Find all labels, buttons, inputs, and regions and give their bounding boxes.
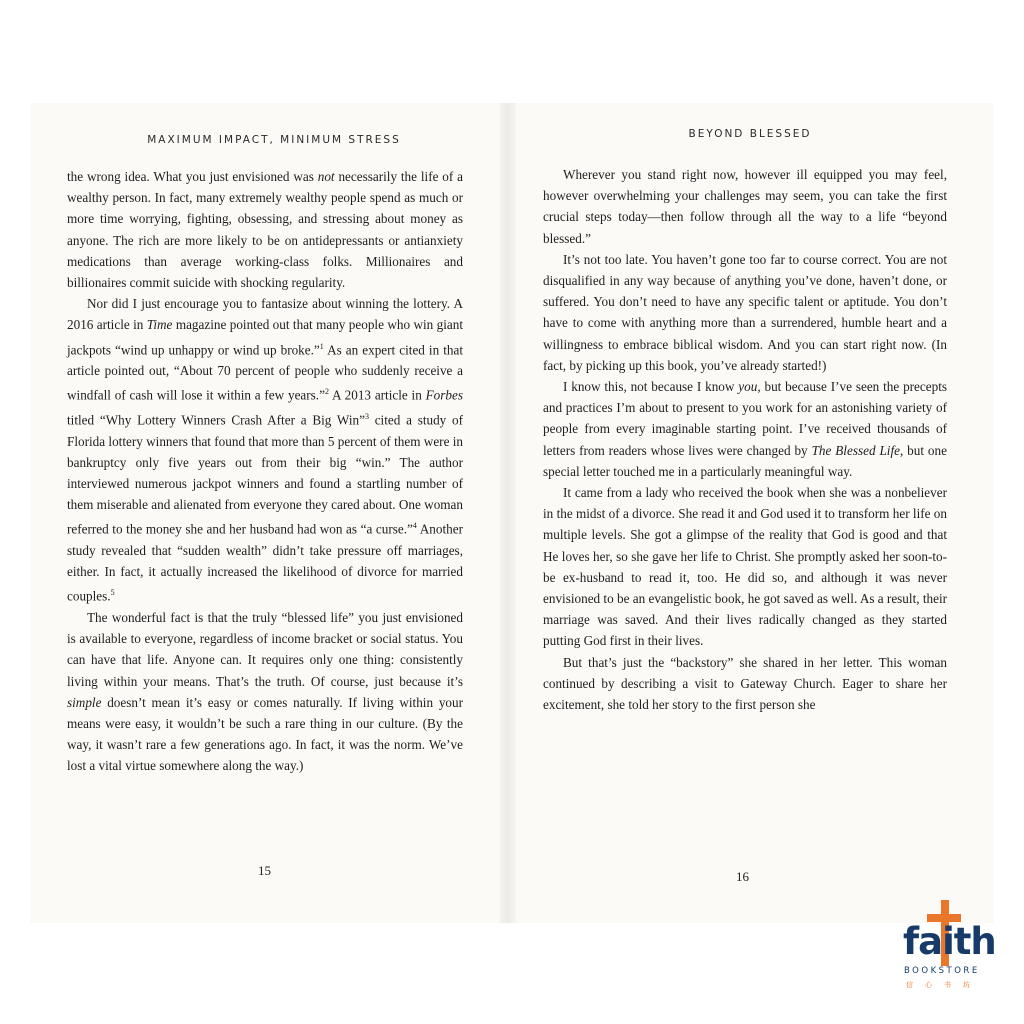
footnote-ref: 3: [364, 412, 369, 422]
text-run: Another study revealed that “sudden wealth” didn’t take pressure off marriages, either. In fact, it actually increased the likelihood of divorce for married couples.: [67, 521, 463, 604]
logo-chinese-text: 信心书坊: [906, 981, 982, 989]
book-gutter: [500, 103, 516, 923]
paragraph: [543, 652, 947, 716]
page-number-right: 16: [736, 869, 749, 884]
right-page: [543, 128, 947, 715]
text-run: A 2013 article in: [328, 387, 426, 403]
text-run: But that’s just the “backstory” she shared in her letter. This woman continued by describing a visit to Gateway Church. Eager to share her excitement, she told her story to the first person she: [543, 654, 947, 713]
text-run: Nor did I just encourage you to fantasize about winning the lottery. A 2016 article in: [67, 296, 463, 333]
running-head-right: BEYOND BLESSED: [688, 128, 812, 140]
paragraph: [543, 249, 947, 376]
paragraph: [67, 293, 463, 607]
paragraph: [543, 376, 947, 482]
paragraph: [543, 164, 947, 249]
right-page-body: [543, 164, 947, 715]
text-run: , but one special letter touched me in a particularly meaningful way.: [543, 442, 947, 479]
left-page: [67, 134, 463, 777]
footnote-ref: 2: [324, 387, 329, 397]
page-number-left: 15: [258, 863, 271, 878]
text-run: It came from a lady who received the book when she was a nonbeliever in the midst of a divorce. She read it and God used it to transform her life on multiple levels. She got a glimpse of the reality that God is good and that He loves her, so she gave her life to Christ. She promptly asked her soon-to-be ex-husband to read it, too. He did so, and although it was never envisioned to be an evangelistic book, he got saved as well. As a result, their marriage was saved. And their lives radically changed as they started putting God first in their lives.: [543, 485, 947, 649]
left-page-body: [67, 166, 463, 777]
text-run: The wonderful fact is that the truly “blessed life” you just envisioned is available to everyone, regardless of income bracket or social status. You can have that life. Anyone can. It requires only one thing: consistently living within your means. That’s the truth. Of course, just because it’s: [67, 610, 463, 689]
paragraph: [67, 607, 463, 777]
logo-subtitle: BOOKSTORE: [904, 966, 980, 976]
text-run: , but because I’ve seen the precepts and practices I’m about to present to you work for an astonishing variety of people from every imaginable starting point. I’ve received thousands of letters from readers whose lives were changed by: [543, 379, 948, 458]
text-run: I know this, not because I know: [563, 379, 739, 395]
footnote-ref: 5: [110, 588, 115, 598]
text-run: titled “Why Lottery Winners Crash After a Big Win”: [67, 412, 365, 428]
footnote-ref: 4: [412, 521, 417, 531]
footnote-ref: 1: [319, 341, 324, 351]
text-run: As an expert cited in that article pointed out, “About 70 percent of people who suddenly receive a windfall of cash will lose it within a few years.”: [67, 342, 463, 403]
italic-text: simple: [67, 694, 102, 710]
paragraph: [67, 166, 463, 293]
text-run: the wrong idea. What you just envisioned was: [67, 169, 318, 184]
faith-bookstore-logo: [898, 900, 998, 1010]
text-run: magazine pointed out that many people who win giant jackpots “wind up unhappy or wind up broke.”: [67, 317, 463, 358]
text-run: doesn’t mean it’s easy or comes naturally. If living within your means were easy, it wouldn’t be such a rare thing in our culture. (By the way, it wasn’t rare a few generations ago. In fact, it was the norm. We’ve lost a vital virtue somewhere along the way.): [67, 694, 463, 774]
text-run: necessarily the life of a wealthy person. In fact, many extremely wealthy people spend as much or more time worrying, fighting, obsessing, and stressing about money as anyone. The rich are more likely to be on antidepressants or antianxiety medications than average working-class folks. Millionaires and billionaires commit suicide with shocking regularity.: [67, 169, 463, 291]
italic-text: Forbes: [425, 387, 463, 403]
italic-text: The Blessed Life: [811, 442, 900, 458]
italic-text: not: [317, 169, 335, 184]
paragraph: [543, 482, 947, 652]
italic-text: Time: [146, 317, 173, 333]
logo-wordmark: faith: [903, 920, 996, 963]
running-head-left: MAXIMUM IMPACT, MINIMUM STRESS: [147, 134, 401, 146]
text-run: cited a study of Florida lottery winners that found that more than 5 percent of them were in bankruptcy only five years out from their big “win.” The author interviewed numerous jackpot winners and found a startling number of them miserable and alienated from everyone they cared about. One woman referred to the money she and her husband had won as “a curse.”: [67, 412, 464, 537]
italic-text: you: [738, 379, 758, 395]
text-run: Wherever you stand right now, however ill equipped you may feel, however overwhelming your challenges may seem, you can take the first crucial steps today—then follow through all the way to a life “beyond blessed.”: [543, 167, 947, 246]
text-run: It’s not too late. You haven’t gone too far to course correct. You are not disqualified in any way because of anything you’ve done, haven’t done, or suffered. You don’t need to have any specific talent or aptitude. You don’t have to come with anything more than a surrendered, humble heart and a willingness to embrace biblical wisdom. And you can start right now. (In fact, by picking up this book, you’ve already started!): [543, 251, 947, 373]
